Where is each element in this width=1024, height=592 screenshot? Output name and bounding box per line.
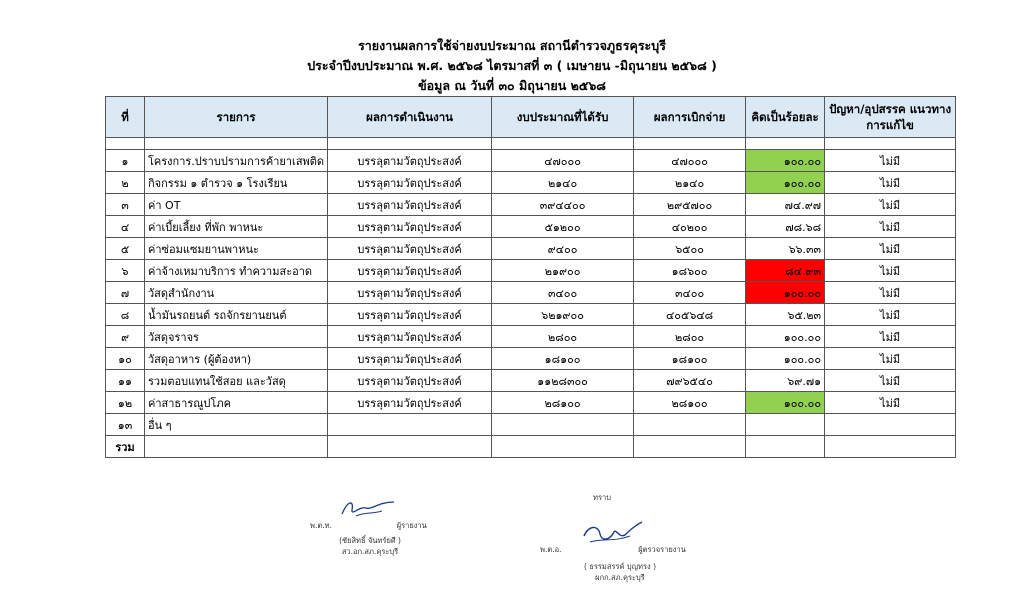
cell-result: บรรลุตามวัตถุประสงค์	[328, 326, 492, 348]
cell-no: ๒	[106, 172, 145, 194]
cell-percent: ๖๖.๓๓	[746, 238, 825, 260]
cell-item: ค่า OT	[145, 194, 328, 216]
cell-no: ๑๓	[106, 414, 145, 436]
cell-budget: ๖๒๑๙๐๐	[492, 304, 634, 326]
cell-percent: ๑๐๐.๐๐	[746, 392, 825, 414]
cell-item: รวมตอบแทนใช้สอย และวัสดุ	[145, 370, 328, 392]
cell-disbursed: ๖๕๐๐	[634, 238, 746, 260]
cell-item: วัสดุสำนักงาน	[145, 282, 328, 304]
total-row	[106, 436, 956, 458]
cell-result	[328, 414, 492, 436]
approver-role: ผู้ตรวจรายงาน	[638, 545, 686, 554]
cell-problem	[825, 414, 956, 436]
cell-result: บรรลุตามวัตถุประสงค์	[328, 260, 492, 282]
cell-item: ค่าเบี้ยเลี้ยง ที่พัก พาหนะ	[145, 216, 328, 238]
cell-item: วัสดุอาหาร (ผู้ต้องหา)	[145, 348, 328, 370]
cell-budget: ๓๔๐๐	[492, 282, 634, 304]
cell-disbursed: ๔๐๕๖๔๘	[634, 304, 746, 326]
cell-percent	[746, 414, 825, 436]
cell-problem: ไม่มี	[825, 238, 956, 260]
cell-problem: ไม่มี	[825, 172, 956, 194]
cell-problem: ไม่มี	[825, 150, 956, 172]
cell-disbursed: ๑๘๖๐๐	[634, 260, 746, 282]
reporter-signature-icon	[338, 496, 398, 520]
cell-item: วัสดุจราจร	[145, 326, 328, 348]
cell-disbursed: ๔๗๐๐๐	[634, 150, 746, 172]
cell-budget: ๙๔๐๐	[492, 238, 634, 260]
cell-budget: ๕๑๒๐๐	[492, 216, 634, 238]
cell-no: ๖	[106, 260, 145, 282]
reporter-rank: พ.ต.ท.	[310, 521, 332, 530]
approver-rank: พ.ต.อ.	[540, 545, 562, 554]
cell-budget: ๒๑๔๐	[492, 172, 634, 194]
cell-problem: ไม่มี	[825, 348, 956, 370]
header-no: ที่	[106, 97, 145, 138]
approver-name: ( ธรรมสรรค์ บุญทรง )	[583, 562, 657, 571]
cell-problem: ไม่มี	[825, 282, 956, 304]
spacer-row	[106, 138, 956, 150]
cell-budget: ๑๑๒๘๓๐๐	[492, 370, 634, 392]
cell-disbursed	[634, 414, 746, 436]
table-row	[106, 150, 956, 172]
cell-disbursed: ๒๘๐๐	[634, 326, 746, 348]
cell-item: ค่าสาธารณูปโภค	[145, 392, 328, 414]
cell-result: บรรลุตามวัตถุประสงค์	[328, 348, 492, 370]
report-date: ข้อมูล ณ วันที่ ๓๐ มิถุนายน ๒๕๖๘	[418, 78, 606, 93]
cell-no: ๑๑	[106, 370, 145, 392]
approver-position: ผกก.สภ.คุระบุรี	[595, 573, 645, 582]
cell-problem: ไม่มี	[825, 304, 956, 326]
cell-percent: ๗๔.๙๗	[746, 194, 825, 216]
cell-disbursed: ๒๘๑๐๐	[634, 392, 746, 414]
cell-disbursed: ๔๐๒๐๐	[634, 216, 746, 238]
cell-result: บรรลุตามวัตถุประสงค์	[328, 238, 492, 260]
cell-no: ๑๒	[106, 392, 145, 414]
table-row	[106, 260, 956, 282]
cell-no: ๗	[106, 282, 145, 304]
cell-item: กิจกรรม ๑ ตำรวจ ๑ โรงเรียน	[145, 172, 328, 194]
table-row	[106, 348, 956, 370]
header-problem: ปัญหา/อุปสรรค แนวทางการแก้ไข	[825, 97, 956, 138]
cell-result: บรรลุตามวัตถุประสงค์	[328, 150, 492, 172]
cell-result: บรรลุตามวัตถุประสงค์	[328, 392, 492, 414]
table-row	[106, 238, 956, 260]
report-title: รายงานผลการใช้จ่ายงบประมาณ สถานีตำรวจภูธรคุระบุรี	[358, 38, 666, 53]
cell-problem: ไม่มี	[825, 392, 956, 414]
cell-result: บรรลุตามวัตถุประสงค์	[328, 194, 492, 216]
cell-percent: ๑๐๐.๐๐	[746, 348, 825, 370]
cell-problem: ไม่มี	[825, 260, 956, 282]
table-row	[106, 216, 956, 238]
cell-no: ๙	[106, 326, 145, 348]
table-row	[106, 326, 956, 348]
header-budget: งบประมาณที่ได้รับ	[492, 97, 634, 138]
cell-percent: ๑๐๐.๐๐	[746, 150, 825, 172]
table-row	[106, 194, 956, 216]
cell-no: ๔	[106, 216, 145, 238]
cell-no: ๓	[106, 194, 145, 216]
reporter-position: สว.อก.สภ.คุระบุรี	[341, 547, 399, 556]
reporter-signature-block	[310, 500, 430, 557]
cell-result: บรรลุตามวัตถุประสงค์	[328, 304, 492, 326]
cell-item: ค่าซ่อมแซมยานพาหนะ	[145, 238, 328, 260]
table-row	[106, 370, 956, 392]
cell-budget: ๑๘๑๐๐	[492, 348, 634, 370]
cell-percent: ๑๐๐.๐๐	[746, 282, 825, 304]
cell-no: ๑	[106, 150, 145, 172]
header-percent: คิดเป็นร้อยละ	[746, 97, 825, 138]
table-row	[106, 392, 956, 414]
cell-no: ๘	[106, 304, 145, 326]
cell-disbursed: ๗๙๖๕๔๐	[634, 370, 746, 392]
cell-problem: ไม่มี	[825, 216, 956, 238]
header-item: รายการ	[145, 97, 328, 138]
cell-no: ๑๐	[106, 348, 145, 370]
cell-problem: ไม่มี	[825, 194, 956, 216]
cell-budget: ๒๘๐๐	[492, 326, 634, 348]
cell-percent: ๘๔.๙๓	[746, 260, 825, 282]
cell-result: บรรลุตามวัตถุประสงค์	[328, 370, 492, 392]
cell-result: บรรลุตามวัตถุประสงค์	[328, 282, 492, 304]
cell-item: น้ำมันรถยนต์ รถจักรยานยนต์	[145, 304, 328, 326]
table-row	[106, 304, 956, 326]
table-header-row	[106, 97, 956, 138]
cell-result: บรรลุตามวัตถุประสงค์	[328, 216, 492, 238]
cell-budget: ๒๑๙๐๐	[492, 260, 634, 282]
cell-problem: ไม่มี	[825, 370, 956, 392]
approver-signature-icon	[580, 520, 644, 546]
cell-percent: ๖๙.๗๑	[746, 370, 825, 392]
report-subtitle: ประจำปีงบประมาณ พ.ศ. ๒๕๖๘ ไตรมาสที่ ๓ ( เมษายน -มิถุนายน ๒๕๖๘ )	[307, 58, 717, 73]
acknowledged-label: ทราบ	[593, 493, 611, 502]
reporter-role: ผู้รายงาน	[396, 521, 427, 530]
report-header	[0, 36, 1024, 96]
cell-budget: ๔๗๐๐๐	[492, 150, 634, 172]
budget-table	[105, 96, 956, 458]
cell-percent: ๖๕.๒๓	[746, 304, 825, 326]
cell-problem: ไม่มี	[825, 326, 956, 348]
cell-item: โครงการ.ปราบปรามการค้ายาเสพติด	[145, 150, 328, 172]
approver-signature-block	[540, 528, 700, 583]
cell-disbursed: ๓๔๐๐	[634, 282, 746, 304]
table-row	[106, 172, 956, 194]
total-label: รวม	[106, 436, 145, 458]
reporter-name: (ชัยสิทธิ์ จันทร์ยศี )	[339, 536, 401, 545]
cell-no: ๕	[106, 238, 145, 260]
cell-percent: ๗๘.๖๘	[746, 216, 825, 238]
header-result: ผลการดำเนินงาน	[328, 97, 492, 138]
cell-disbursed: ๒๑๔๐	[634, 172, 746, 194]
cell-disbursed: ๒๙๕๗๐๐	[634, 194, 746, 216]
cell-budget	[492, 414, 634, 436]
cell-percent: ๑๐๐.๐๐	[746, 326, 825, 348]
cell-disbursed: ๑๘๑๐๐	[634, 348, 746, 370]
table-row	[106, 282, 956, 304]
cell-budget: ๒๘๑๐๐	[492, 392, 634, 414]
cell-item: อื่น ๆ	[145, 414, 328, 436]
header-disbursed: ผลการเบิกจ่าย	[634, 97, 746, 138]
cell-item: ค่าจ้างเหมาบริการ ทำความสะอาด	[145, 260, 328, 282]
table-row	[106, 414, 956, 436]
cell-result: บรรลุตามวัตถุประสงค์	[328, 172, 492, 194]
cell-budget: ๓๙๔๔๐๐	[492, 194, 634, 216]
cell-percent: ๑๐๐.๐๐	[746, 172, 825, 194]
